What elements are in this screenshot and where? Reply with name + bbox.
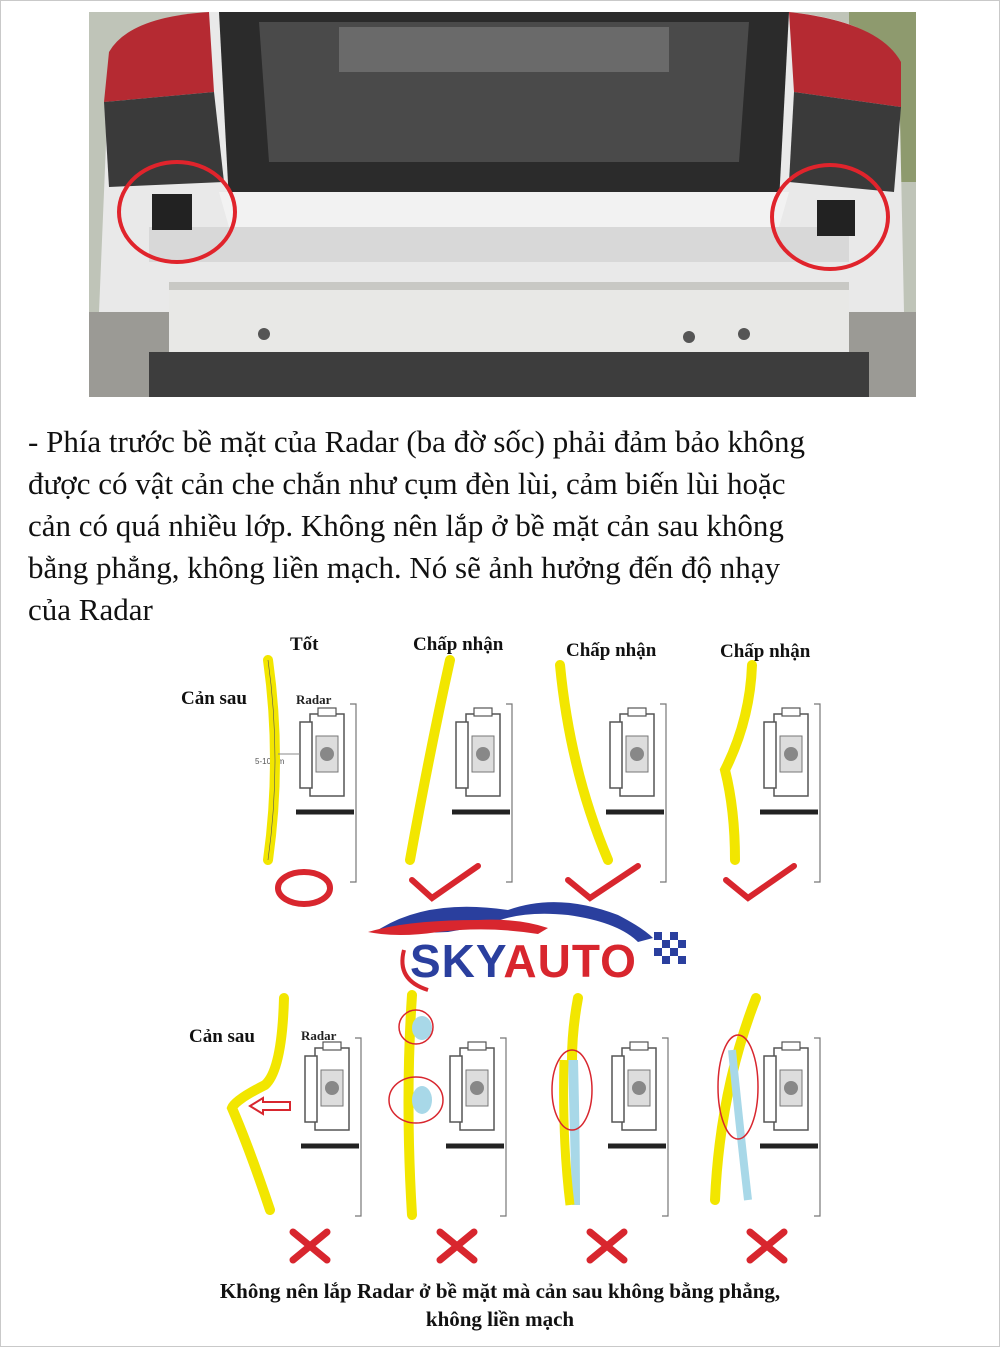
caption-line-2: không liền mạch — [425, 1307, 575, 1331]
distance-label: 5-10mm — [255, 757, 285, 766]
logo-text-sky: SKY — [410, 935, 504, 987]
radar-label-bottom: Radar — [301, 1028, 337, 1043]
car-rear-photo — [89, 12, 916, 397]
column-title-acceptable-3: Chấp nhận — [720, 641, 811, 662]
instruction-paragraph: - Phía trước bề mặt của Radar (ba đờ sốc) phải đảm bảo không được có vật cản che chắn như cụm đèn lùi, cảm biến lùi hoặc cản có quá nhiều lớp. Không nên lắp ở bề mặt cản sau không bằng phẳng, không liền mạch. Nó sẽ ảnh hưởng đến độ nhạy của Radar — [28, 424, 805, 627]
skyauto-logo — [368, 890, 698, 1000]
cross-icon — [750, 1232, 784, 1260]
column-title-good: Tốt — [290, 634, 319, 655]
logo-wordmark — [410, 934, 637, 988]
circle-icon — [278, 872, 330, 904]
radar-icon — [296, 704, 356, 882]
arrow-icon — [250, 1098, 290, 1114]
checkered-flag-icon — [654, 932, 686, 964]
rear-bumper-label-bottom: Cản sau — [189, 1026, 255, 1047]
logo-text-auto: AUTO — [503, 935, 637, 987]
cross-icon — [293, 1232, 327, 1260]
car-rear-illustration — [89, 12, 916, 397]
cross-icon — [590, 1232, 624, 1260]
column-title-acceptable-2: Chấp nhận — [566, 640, 657, 661]
column-title-acceptable-1: Chấp nhận — [413, 634, 504, 655]
rear-bumper-label-top: Cản sau — [181, 688, 247, 709]
check-icon — [726, 866, 794, 898]
caption-line-1: Không nên lắp Radar ở bề mặt mà cản sau không bằng phẳng, — [219, 1279, 781, 1303]
radar-label-top: Radar — [296, 692, 332, 707]
cross-icon — [440, 1232, 474, 1260]
